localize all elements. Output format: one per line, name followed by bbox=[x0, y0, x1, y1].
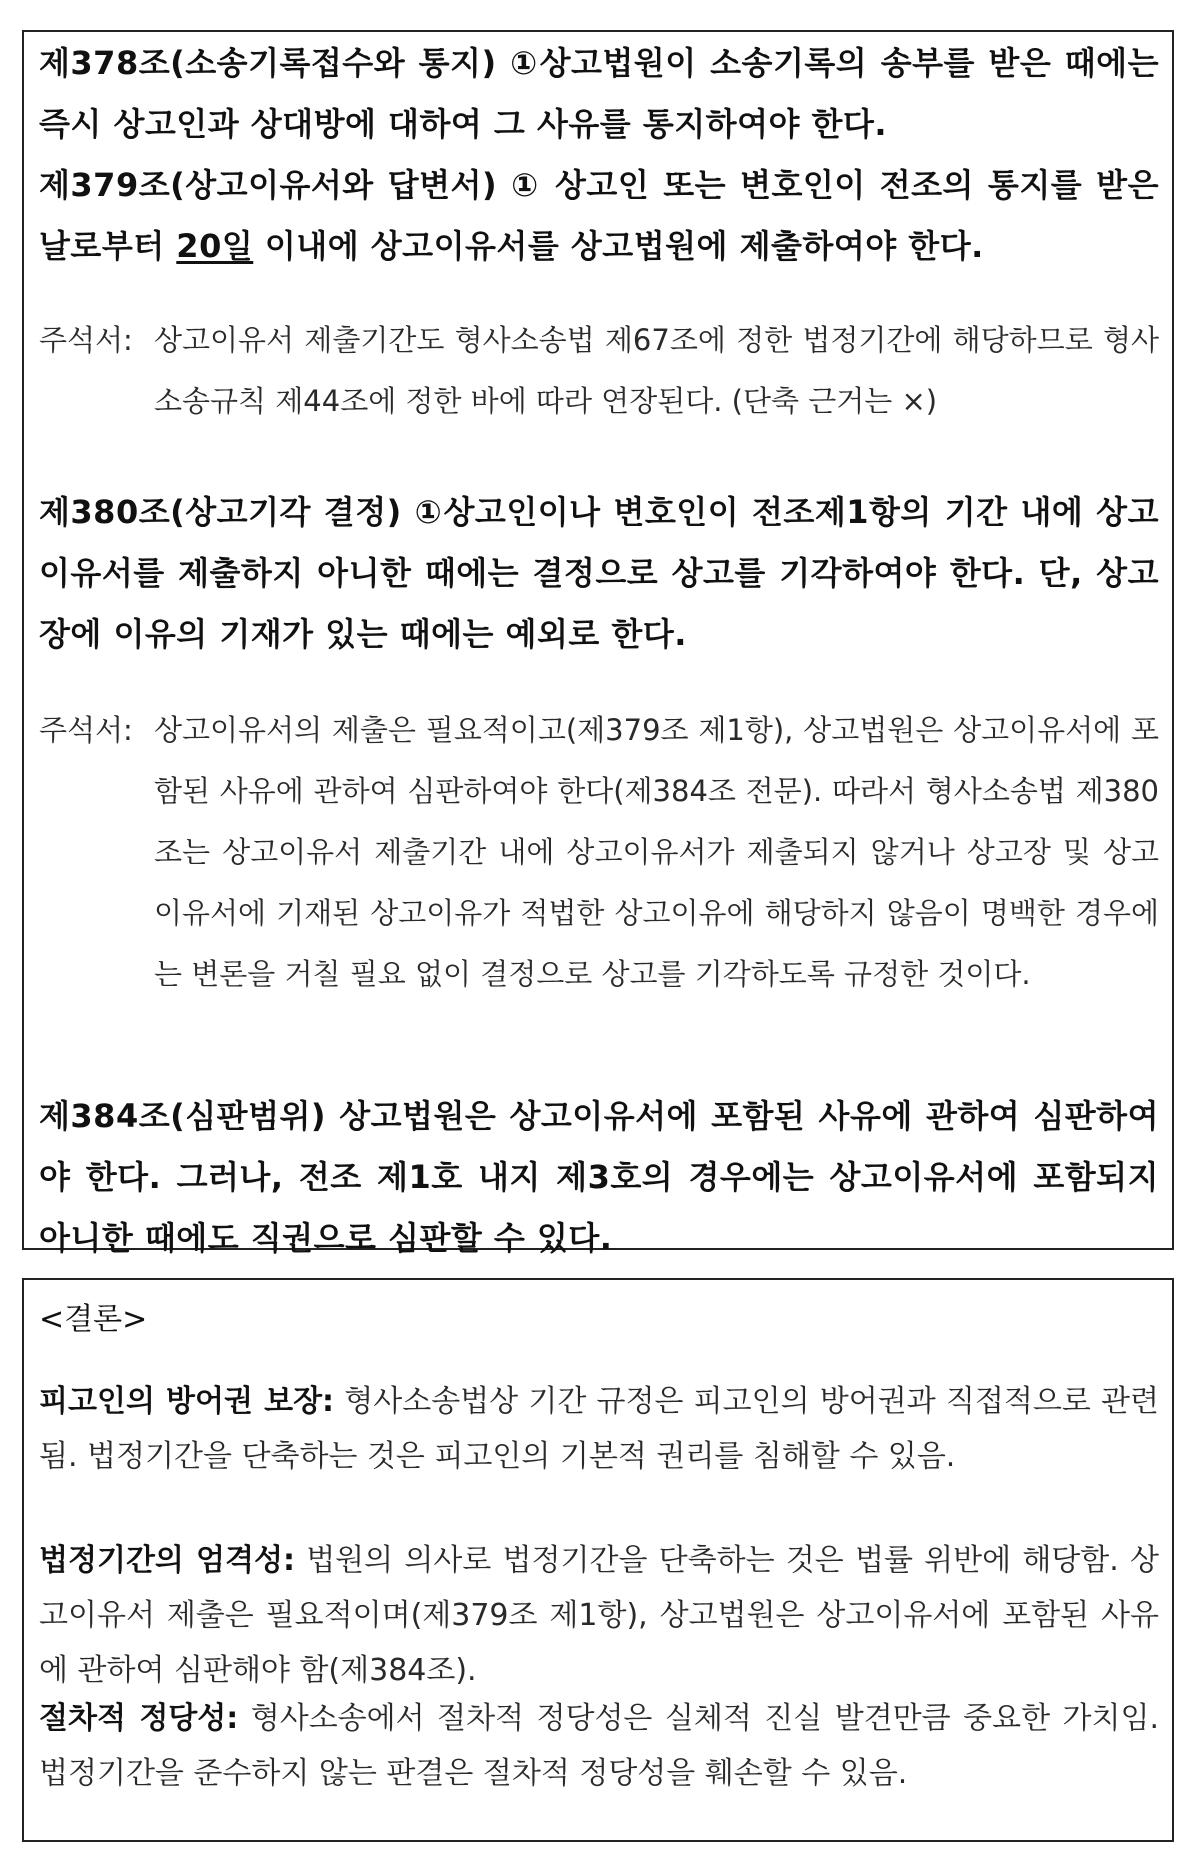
article-379-heading: 제379조(상고이유서와 답변서) bbox=[39, 166, 498, 204]
conclusion-item-text: 법원의 의사로 법정기간을 단축하는 것은 법률 위반에 해당함. 상고이유서 제출은 필요적이며(제379조 제1항), 상고법원은 상고이유서에 포함된 사유에 관하여 심판해야 함(제384조). bbox=[39, 1543, 1159, 1688]
article-379-deadline: 20일 bbox=[176, 227, 254, 265]
commentary-2-label: 주석서: bbox=[39, 713, 133, 747]
conclusion-box bbox=[22, 1278, 1174, 1842]
conclusion-item-text: 형사소송에서 절차적 정당성은 실체적 진실 발견만큼 중요한 가치임. 법정기간을 준수하지 않는 판결은 절차적 정당성을 훼손할 수 있음. bbox=[39, 1701, 1159, 1791]
commentary-2-text: 상고이유서의 제출은 필요적이고(제379조 제1항), 상고법원은 상고이유서에 포함된 사유에 관하여 심판하여야 한다(제384조 전문). 따라서 형사소송법 제380조는 상고이유서 제출기간 내에 상고이유서가 제출되지 않거나 상고장 및 상고이유서에 기재된 상고이유가 적법한 상고이유에 해당하지 않음이 명백한 경우에는 변론을 거칠 필요 없이 결정으로 상고를 기각하도록 규정한 것이다. bbox=[154, 713, 1159, 991]
conclusion-item bbox=[39, 1533, 1159, 1698]
article-380-heading: 제380조(상고기각 결정) bbox=[39, 493, 402, 531]
article-379 bbox=[39, 155, 1159, 277]
article-380-text: ①상고인이나 변호인이 전조제1항의 기간 내에 상고이유서를 제출하지 아니한 때에는 결정으로 상고를 기각하여야 한다. 단, 상고장에 이유의 기재가 있는 때에는 예외로 한다. bbox=[39, 493, 1160, 653]
commentary-1-text: 상고이유서 제출기간도 형사소송법 제67조에 정한 법정기간에 해당하므로 형사소송규칙 제44조에 정한 바에 따라 연장된다. (단축 근거는 ×) bbox=[154, 323, 1159, 418]
article-378 bbox=[39, 33, 1159, 155]
statute-excerpt-box bbox=[22, 30, 1174, 1257]
conclusion-item-text: 형사소송법상 기간 규정은 피고인의 방어권과 직접적으로 관련됨. 법정기간을 단축하는 것은 피고인의 기본적 권리를 침해할 수 있음. bbox=[39, 1384, 1159, 1474]
article-378-heading: 제378조(소송기록접수와 통지) bbox=[39, 44, 497, 82]
article-384-text: 상고법원은 상고이유서에 포함된 사유에 관하여 심판하여야 한다. 그러나, 전조 제1호 내지 제3호의 경우에는 상고이유서에 포함되지 아니한 때에도 직권으로 심판할 수 있다. bbox=[39, 1097, 1160, 1257]
article-379-text-before: ① 상고인 또는 변호인이 전조의 통지를 받은 날로부터 bbox=[39, 166, 1159, 265]
article-384-heading: 제384조(심판범위) bbox=[39, 1097, 327, 1135]
conclusion-item bbox=[39, 1691, 1159, 1801]
conclusion-item-heading: 피고인의 방어권 보장: bbox=[39, 1384, 335, 1419]
conclusion-title: <결론> bbox=[39, 1302, 148, 1337]
conclusion-item bbox=[39, 1374, 1159, 1484]
article-380 bbox=[39, 482, 1159, 665]
conclusion-item-heading: 절차적 정당성: bbox=[39, 1701, 239, 1736]
commentary-1-label: 주석서: bbox=[39, 323, 133, 357]
conclusion-item-heading: 법정기간의 엄격성: bbox=[39, 1543, 295, 1578]
article-379-text-after: 이내에 상고이유서를 상고법원에 제출하여야 한다. bbox=[264, 227, 984, 265]
article-378-text: ①상고법원이 소송기록의 송부를 받은 때에는 즉시 상고인과 상대방에 대하여 그 사유를 통지하여야 한다. bbox=[39, 44, 1160, 143]
article-384 bbox=[39, 1086, 1159, 1269]
